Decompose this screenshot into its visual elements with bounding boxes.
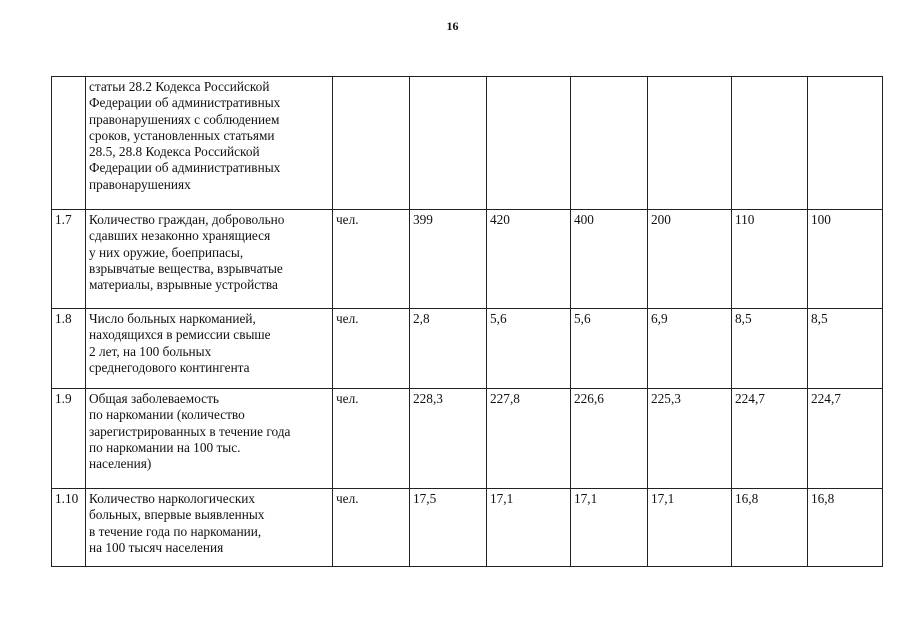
value-cell: 227,8 (487, 389, 571, 489)
value-cell: 420 (487, 210, 571, 309)
value-cell: 17,5 (410, 489, 487, 567)
value-cell: 6,9 (648, 309, 732, 389)
value-cell: 8,5 (808, 309, 883, 389)
row-description: Общая заболеваемость по наркомании (количество зарегистрированных в течение года по наркомании на 100 тыс. населения) (86, 389, 333, 489)
row-unit: чел. (333, 389, 410, 489)
row-description: Количество граждан, добровольно сдавших незаконно хранящиеся у них оружие, боеприпасы, взрывчатые вещества, взрывчатые материалы, взрывные устройства (86, 210, 333, 309)
value-cell (487, 77, 571, 210)
row-unit (333, 77, 410, 210)
row-unit: чел. (333, 210, 410, 309)
value-cell: 225,3 (648, 389, 732, 489)
value-cell (648, 77, 732, 210)
row-number: 1.10 (52, 489, 86, 567)
value-cell (808, 77, 883, 210)
value-cell: 224,7 (732, 389, 808, 489)
value-cell: 5,6 (571, 309, 648, 389)
table-row (52, 389, 883, 489)
row-number: 1.9 (52, 389, 86, 489)
indicators-table (51, 76, 883, 567)
row-description: Количество наркологических больных, впервые выявленных в течение года по наркомании, на 100 тысяч населения (86, 489, 333, 567)
table-row (52, 210, 883, 309)
row-description: Число больных наркоманией, находящихся в ремиссии свыше 2 лет, на 100 больных среднегодового контингента (86, 309, 333, 389)
value-cell (732, 77, 808, 210)
value-cell: 100 (808, 210, 883, 309)
value-cell: 224,7 (808, 389, 883, 489)
value-cell (410, 77, 487, 210)
row-number: 1.7 (52, 210, 86, 309)
value-cell: 399 (410, 210, 487, 309)
row-unit: чел. (333, 309, 410, 389)
row-description: статьи 28.2 Кодекса Российской Федерации об административных правонарушениях с соблюдением сроков, установленных статьями 28.5, 28.8 Кодекса Российской Федерации об административных правонарушениях (86, 77, 333, 210)
page-number: 16 (446, 19, 459, 33)
value-cell: 8,5 (732, 309, 808, 389)
table-row (52, 489, 883, 567)
value-cell: 228,3 (410, 389, 487, 489)
value-cell: 17,1 (571, 489, 648, 567)
table-row (52, 309, 883, 389)
value-cell: 400 (571, 210, 648, 309)
value-cell: 5,6 (487, 309, 571, 389)
value-cell: 17,1 (487, 489, 571, 567)
value-cell: 16,8 (808, 489, 883, 567)
table-row (52, 77, 883, 210)
row-number (52, 77, 86, 210)
value-cell: 16,8 (732, 489, 808, 567)
value-cell: 200 (648, 210, 732, 309)
row-number: 1.8 (52, 309, 86, 389)
value-cell: 17,1 (648, 489, 732, 567)
row-unit: чел. (333, 489, 410, 567)
value-cell: 226,6 (571, 389, 648, 489)
value-cell: 2,8 (410, 309, 487, 389)
value-cell (571, 77, 648, 210)
value-cell: 110 (732, 210, 808, 309)
